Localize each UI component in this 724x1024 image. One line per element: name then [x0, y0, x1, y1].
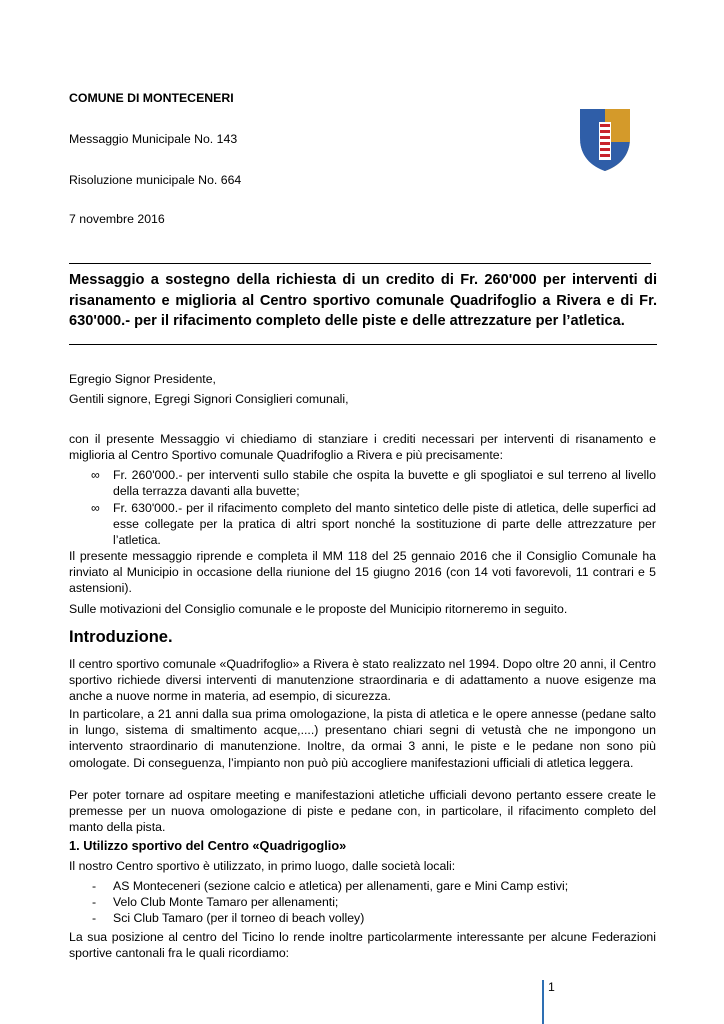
title-top-rule — [69, 263, 651, 264]
credit-item-2 — [91, 500, 656, 549]
club-item-2 — [92, 894, 656, 910]
municipality-name: COMUNE DI MONTECENERI — [69, 91, 234, 105]
title-bottom-rule — [69, 344, 657, 345]
intro-section-paragraph-1: Il centro sportivo comunale «Quadrifoglio» a Rivera è stato realizzato nel 1994. Dopo oltre 20 anni, il Centro sportivo richiede diversi interventi di manutenzione straordinaria e di adattamento a nuove esigenze ma anche a nuove norme in materia, ad esempio, di sicurezza. — [69, 657, 656, 704]
section-heading-introduzione: Introduzione. — [69, 628, 173, 646]
dash-bullet: - — [92, 895, 97, 909]
dash-bullet: - — [92, 911, 97, 925]
credit-item-1 — [91, 467, 656, 499]
section-1-paragraph-1: Il nostro Centro sportivo è utilizzato, in primo luogo, dalle società locali: — [69, 859, 456, 873]
document-title: Messaggio a sostegno della richiesta di un credito di Fr. 260'000 per interventi di risanamento e miglioria al Centro sportivo comunale Quadrifoglio a Rivera e di Fr. 630'000.- per il rifacimento completo delle piste e delle attrezzature per l’atletica. — [69, 272, 657, 329]
club-item-1-text: AS Monteceneri (sezione calcio e atletica) per allenamenti, gare e Mini Camp estivi; — [113, 879, 569, 893]
infinity-bullet-icon: ∞ — [91, 468, 100, 482]
club-item-3 — [92, 910, 656, 926]
intro-section-paragraph-2: In particolare, a 21 anni dalla sua prima omologazione, la pista di atletica e le opere annesse (pedane salto in lungo, sistema di smaltimento acque,....) presentano chiari segni di vetustà che ne impongono un intervento straordinario di manutenzione. Inoltre, da ormai 3 anni, le piste e le pedane non sono più omologate. Di conseguenza, l’impianto non può più accogliere manifestazioni ufficiali di atletica leggera. — [69, 707, 656, 770]
section-heading-utilizzo: 1. Utilizzo sportivo del Centro «Quadrigoglio» — [69, 838, 347, 853]
intro-section-paragraph-3: Per poter tornare ad ospitare meeting e manifestazioni atletiche ufficiali devono pertanto essere create le premesse per un nuova omologazione di piste e pedane con, in particolare, il rifacimento completo del manto della pista. — [69, 788, 656, 835]
club-item-3-text: Sci Club Tamaro (per il torneo di beach volley) — [113, 911, 365, 925]
coat-of-arms-icon — [579, 108, 631, 172]
club-item-1 — [92, 878, 656, 894]
intro-paragraph: con il presente Messaggio vi chiediamo di stanziare i crediti necessari per interventi di risanamento e miglioria al Centro Sportivo comunale Quadrifoglio a Rivera e più precisamente: — [69, 432, 656, 463]
page-number-bar — [542, 980, 544, 1024]
document-date: 7 novembre 2016 — [69, 212, 165, 226]
message-number: Messaggio Municipale No. 143 — [69, 132, 238, 146]
page-number: 1 — [548, 980, 555, 994]
motivations-paragraph: Sulle motivazioni del Consiglio comunale e le proposte del Municipio ritorneremo in seguito. — [69, 602, 568, 616]
salutation-line-2: Gentili signore, Egregi Signori Consiglieri comunali, — [69, 392, 349, 406]
section-1-paragraph-2: La sua posizione al centro del Ticino lo rende inoltre particolarmente interessante per alcune Federazioni sportive cantonali fra le quali ricordiamo: — [69, 930, 656, 961]
salutation-line-1: Egregio Signor Presidente, — [69, 372, 216, 386]
dash-bullet: - — [92, 879, 97, 893]
resolution-number: Risoluzione municipale No. 664 — [69, 173, 242, 187]
credit-item-2-text: Fr. 630'000.- per il rifacimento completo del manto sintetico delle piste di atletica, delle superfici ad esse collegate per la pratica di altri sport nonché la sostituzione di parte delle attrezzature per l’atletica. — [113, 501, 656, 548]
infinity-bullet-icon: ∞ — [91, 501, 100, 515]
club-item-2-text: Velo Club Monte Tamaro per allenamenti; — [113, 895, 339, 909]
credit-item-1-text: Fr. 260'000.- per interventi sullo stabile che ospita la buvette e gli spogliatoi e sul terreno al livello della terrazza davanti alla buvette; — [113, 468, 656, 499]
mm118-paragraph: Il presente messaggio riprende e completa il MM 118 del 25 gennaio 2016 che il Consiglio Comunale ha rinviato al Municipio in occasione della riunione del 15 giugno 2016 (con 14 voti favorevoli, 11 contrari e 5 astensioni). — [69, 549, 656, 596]
